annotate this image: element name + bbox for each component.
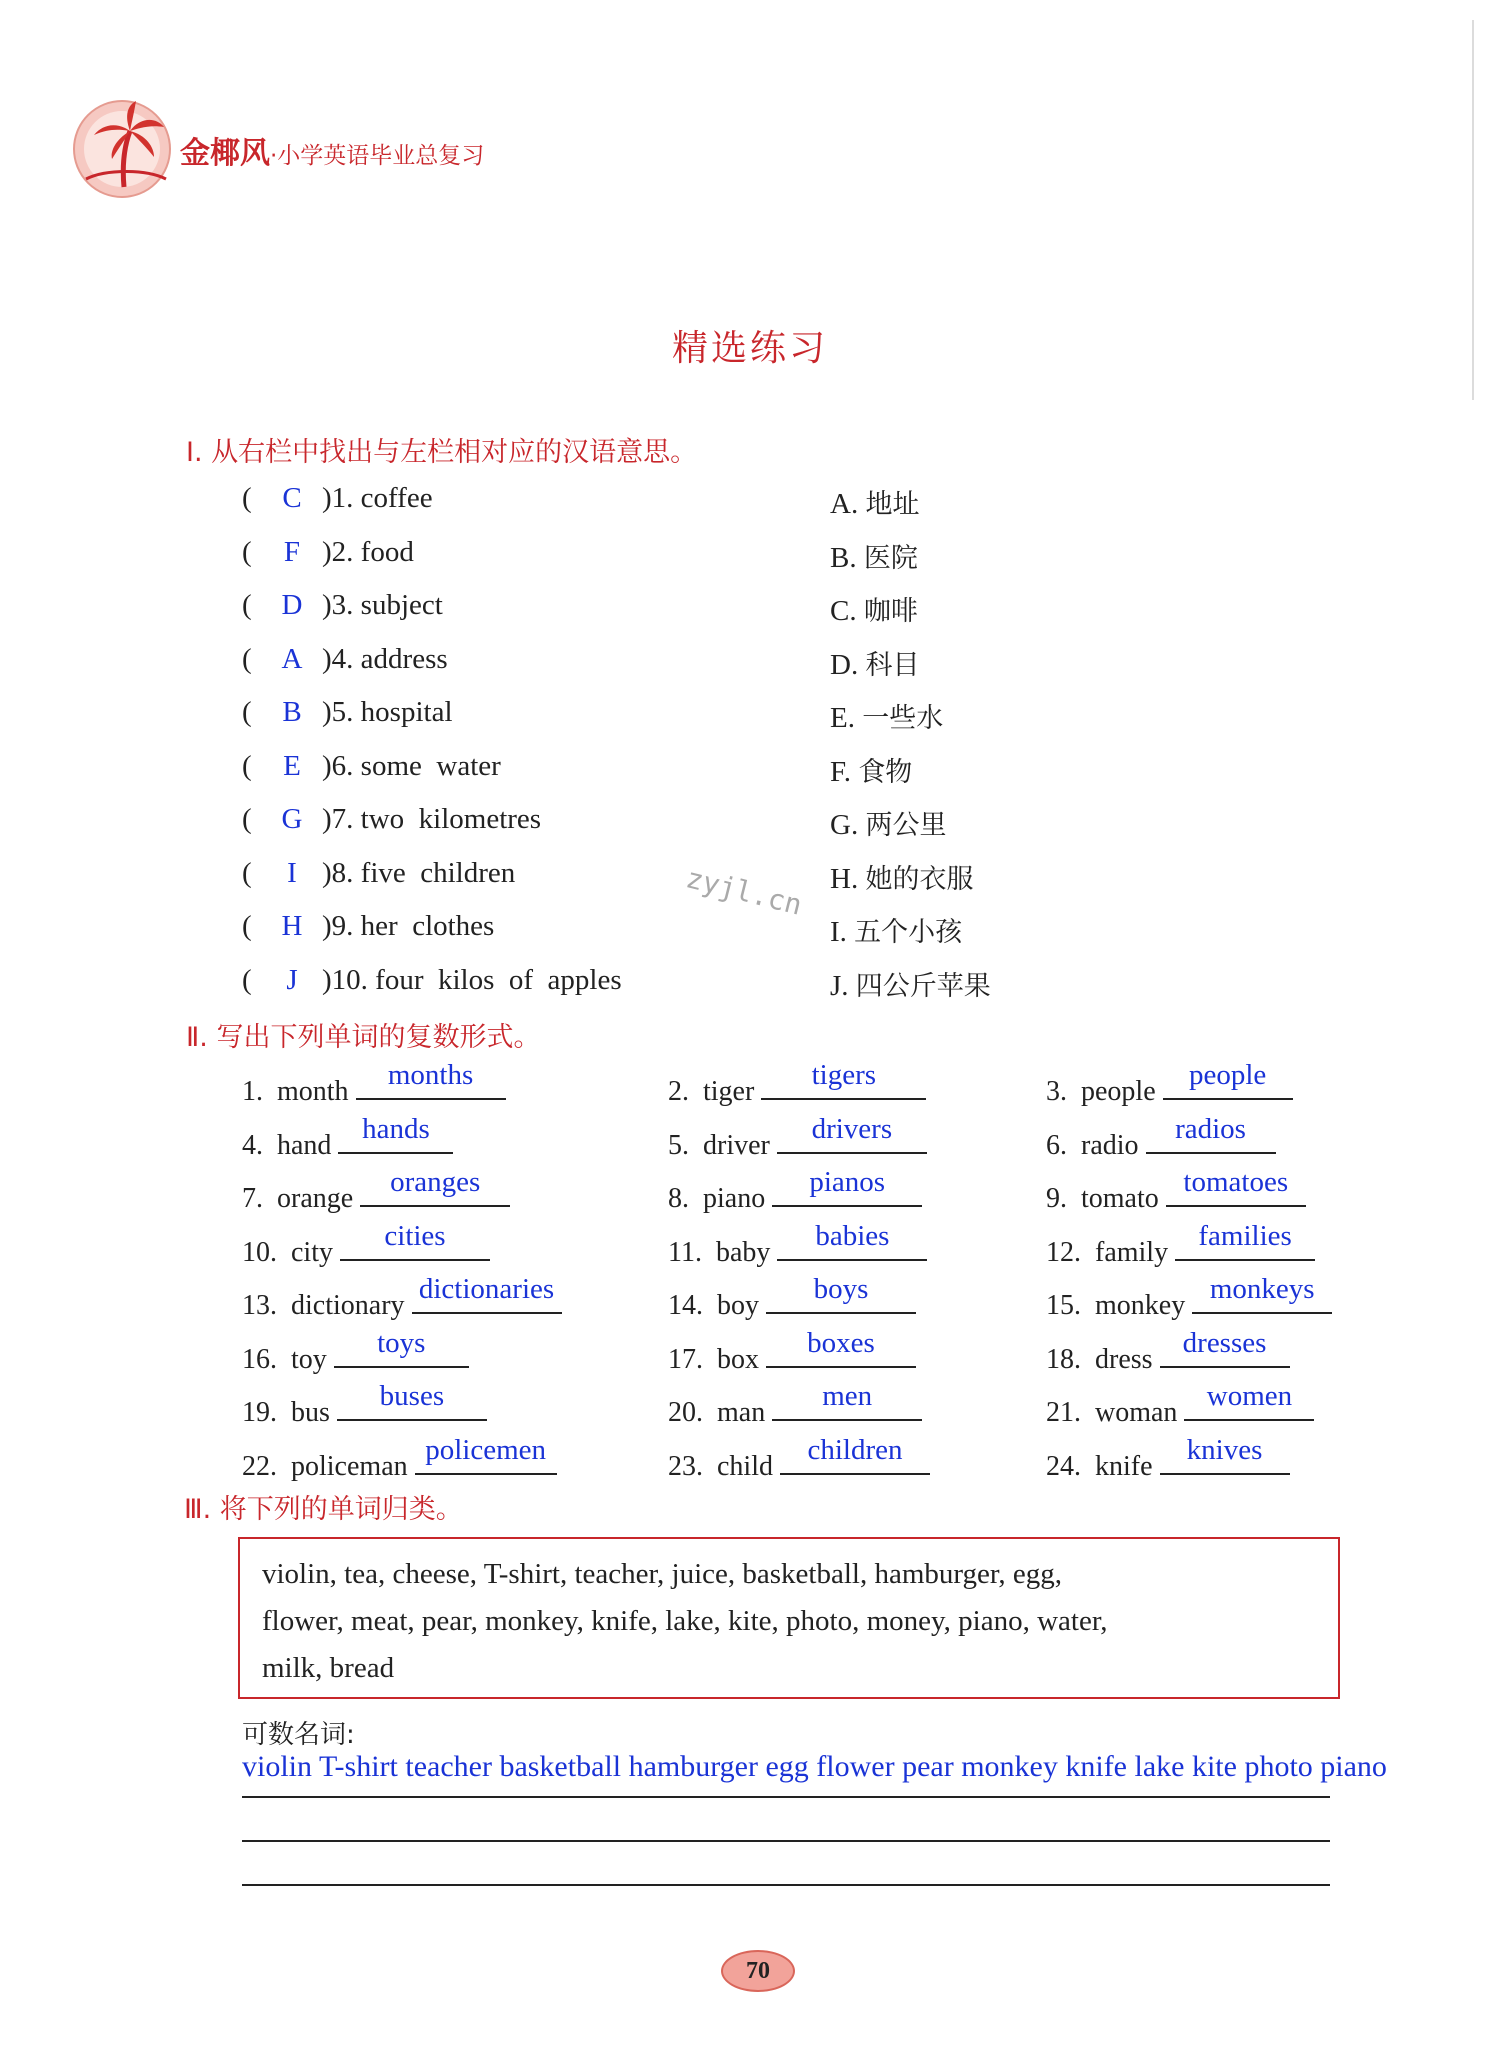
plural-word: 8. piano — [668, 1183, 766, 1214]
countable-answer: violin T-shirt teacher basketball hamburger egg flower pear monkey knife lake kite photo piano — [242, 1750, 1387, 1783]
plural-answer: dresses — [1182, 1326, 1267, 1359]
option-letter: D. — [830, 648, 859, 681]
answer-blank — [780, 1433, 930, 1475]
countable-label: 可数名词: — [242, 1720, 355, 1750]
match-answer: G — [281, 803, 303, 835]
answer-blank — [1166, 1166, 1306, 1207]
section3-heading: Ⅲ. 将下列的单词归类。 — [184, 1494, 463, 1525]
plural-answer: monkeys — [1209, 1273, 1315, 1305]
answer-blank — [360, 1166, 510, 1207]
option-text: 两公里 — [865, 810, 947, 841]
item-word: coffee — [360, 482, 433, 514]
match-answer: E — [283, 749, 301, 782]
plural-answer: radios — [1175, 1112, 1246, 1145]
word-bank-line-3: milk, bread — [262, 1652, 395, 1684]
answer-blank — [338, 1112, 453, 1154]
plural-word: 17. box — [668, 1343, 759, 1375]
answer-blank — [1175, 1219, 1315, 1261]
plural-answer: hands — [362, 1112, 430, 1145]
plural-item — [1046, 1166, 1306, 1215]
option-text: 她的衣服 — [865, 863, 974, 895]
option-item — [830, 589, 918, 628]
answer-blank — [337, 1380, 487, 1421]
plural-item — [668, 1380, 922, 1429]
watermark: zyjl.cn — [682, 861, 806, 922]
plural-word: 13. dictionary — [242, 1290, 405, 1321]
plural-word: 10. city — [242, 1236, 333, 1268]
answer-blank — [340, 1219, 490, 1261]
plural-answer: pianos — [809, 1166, 886, 1198]
section1-heading: Ⅰ. 从右栏中找出与左栏相对应的汉语意思。 — [186, 437, 698, 468]
word-bank-line-2: flower, meat, pear, monkey, knife, lake, kite, photo, money, piano, water, — [262, 1605, 1108, 1637]
plural-word: 7. orange — [242, 1183, 354, 1214]
answer-blank — [1163, 1059, 1293, 1100]
plural-answer: cities — [384, 1219, 446, 1252]
answer-line-1 — [242, 1796, 1330, 1798]
series-name: ·小学英语毕业总复习 — [270, 143, 485, 169]
option-item — [830, 643, 919, 682]
match-answer: J — [286, 963, 298, 996]
plural-item — [668, 1059, 926, 1108]
answer-blank — [766, 1326, 916, 1368]
plural-answer: families — [1198, 1219, 1292, 1252]
item-word: some water — [360, 749, 501, 782]
plural-word: 16. toy — [242, 1343, 327, 1375]
option-item — [830, 803, 946, 842]
option-letter: B. — [830, 541, 857, 574]
open-paren: ( — [242, 696, 252, 728]
item-number: )9. — [322, 910, 354, 942]
answer-blank — [415, 1433, 557, 1475]
item-word: hospital — [360, 696, 453, 728]
plural-answer: drivers — [811, 1112, 893, 1145]
plural-word: 5. driver — [668, 1129, 770, 1161]
option-item — [830, 482, 919, 521]
match-answer: A — [281, 642, 303, 675]
answer-blank — [356, 1059, 506, 1100]
answer-blank — [1160, 1433, 1290, 1475]
plural-item — [668, 1112, 927, 1162]
open-paren: ( — [242, 963, 252, 996]
plural-answer: boys — [813, 1273, 869, 1305]
page-number: 70 — [721, 1950, 795, 1992]
answer-blank — [772, 1380, 922, 1421]
match-answer: F — [283, 535, 301, 568]
match-item — [242, 857, 515, 890]
plural-item — [1046, 1433, 1290, 1483]
item-number: )8. — [322, 856, 354, 889]
plural-item — [242, 1059, 506, 1108]
option-text: 四公斤苹果 — [855, 970, 991, 1002]
option-text: 一些水 — [862, 703, 944, 734]
option-item — [830, 857, 973, 896]
open-paren: ( — [242, 642, 252, 675]
word-bank-line-1: violin, tea, cheese, T-shirt, teacher, juice, basketball, hamburger, egg, — [262, 1558, 1063, 1590]
plural-item — [1046, 1326, 1290, 1376]
option-letter: H. — [830, 862, 859, 895]
option-text: 咖啡 — [863, 596, 918, 627]
option-text: 地址 — [865, 489, 920, 520]
option-letter: F. — [830, 755, 852, 788]
plural-answer: tomatoes — [1183, 1166, 1289, 1198]
plural-answer: toys — [377, 1326, 426, 1359]
plural-word: 22. policeman — [242, 1450, 408, 1482]
match-item — [242, 536, 414, 569]
option-letter: J. — [830, 969, 849, 1002]
answer-blank — [412, 1273, 562, 1314]
open-paren: ( — [242, 482, 252, 514]
plural-item — [668, 1433, 930, 1483]
match-item — [242, 803, 541, 836]
plural-answer: policemen — [425, 1433, 547, 1466]
plural-item — [1046, 1380, 1314, 1429]
option-text: 五个小孩 — [854, 917, 963, 948]
plural-item — [242, 1380, 487, 1429]
header-brand — [180, 128, 484, 172]
item-word: two kilometres — [360, 803, 542, 835]
item-number: )7. — [322, 803, 354, 835]
item-word: address — [360, 642, 448, 675]
match-item — [242, 589, 443, 622]
option-text: 医院 — [863, 542, 918, 574]
plural-item — [242, 1433, 557, 1483]
item-word: five children — [360, 856, 516, 889]
option-letter: I. — [830, 916, 847, 948]
plural-answer: oranges — [390, 1166, 481, 1198]
option-item — [830, 696, 943, 735]
plural-answer: women — [1206, 1380, 1293, 1412]
answer-blank — [761, 1059, 926, 1100]
brand-name: 金椰风 — [180, 136, 270, 171]
open-paren: ( — [242, 910, 252, 942]
plural-answer: buses — [379, 1380, 445, 1412]
answer-line-3 — [242, 1884, 1330, 1886]
match-answer: B — [282, 696, 302, 728]
match-item — [242, 750, 501, 783]
item-number: )10. — [322, 963, 368, 996]
match-item — [242, 482, 433, 515]
option-letter: G. — [830, 809, 859, 841]
item-word: her clothes — [360, 910, 495, 942]
plural-word: 19. bus — [242, 1397, 330, 1428]
plural-answer: knives — [1186, 1433, 1263, 1466]
item-number: )2. — [322, 535, 354, 568]
plural-item — [242, 1273, 562, 1322]
answer-line-2 — [242, 1840, 1330, 1842]
match-answer: C — [282, 482, 302, 514]
plural-word: 12. family — [1046, 1236, 1169, 1268]
plural-item — [668, 1166, 922, 1215]
plural-item — [668, 1219, 927, 1269]
match-answer: D — [281, 589, 303, 621]
plural-word: 2. tiger — [668, 1076, 755, 1107]
answer-blank — [777, 1219, 927, 1261]
option-item — [830, 536, 918, 575]
option-letter: C. — [830, 595, 857, 627]
plural-item — [668, 1326, 916, 1376]
item-word: subject — [360, 589, 443, 621]
answer-blank — [772, 1166, 922, 1207]
match-item — [242, 964, 622, 997]
plural-answer: boxes — [807, 1326, 875, 1359]
match-item — [242, 696, 453, 729]
plural-word: 6. radio — [1046, 1129, 1139, 1161]
option-letter: E. — [830, 702, 855, 734]
match-item — [242, 910, 494, 943]
item-number: )3. — [322, 589, 354, 621]
option-text: 食物 — [858, 756, 913, 788]
plural-answer: people — [1188, 1059, 1267, 1091]
open-paren: ( — [242, 856, 252, 889]
item-number: )4. — [322, 642, 354, 675]
match-answer: I — [287, 856, 297, 889]
option-item — [830, 750, 912, 789]
open-paren: ( — [242, 535, 252, 568]
plural-item — [1046, 1219, 1315, 1269]
item-number: )1. — [322, 482, 354, 514]
plural-item — [1046, 1112, 1276, 1162]
answer-blank — [1160, 1326, 1290, 1368]
plural-word: 1. month — [242, 1076, 349, 1107]
option-letter: A. — [830, 488, 859, 520]
option-text: 科目 — [865, 649, 920, 681]
plural-word: 18. dress — [1046, 1343, 1153, 1375]
open-paren: ( — [242, 749, 252, 782]
answer-blank — [777, 1112, 927, 1154]
answer-blank — [334, 1326, 469, 1368]
plural-answer: men — [822, 1380, 873, 1412]
plural-word: 24. knife — [1046, 1450, 1153, 1482]
plural-item — [668, 1273, 916, 1322]
option-item — [830, 910, 962, 949]
plural-word: 3. people — [1046, 1076, 1156, 1107]
plural-word: 23. child — [668, 1450, 773, 1482]
answer-blank — [1192, 1273, 1332, 1314]
plural-item — [1046, 1059, 1293, 1108]
plural-word: 4. hand — [242, 1129, 332, 1161]
plural-word: 9. tomato — [1046, 1183, 1159, 1214]
plural-word: 15. monkey — [1046, 1290, 1186, 1321]
plural-word: 20. man — [668, 1397, 766, 1428]
plural-answer: children — [807, 1433, 903, 1466]
plural-item — [242, 1112, 453, 1162]
open-paren: ( — [242, 589, 252, 621]
item-number: )6. — [322, 749, 354, 782]
match-answer: H — [281, 910, 303, 942]
plural-answer: months — [387, 1059, 474, 1091]
plural-word: 14. boy — [668, 1290, 759, 1321]
plural-answer: tigers — [811, 1059, 877, 1091]
item-word: food — [360, 535, 414, 568]
option-item — [830, 964, 991, 1003]
plural-item — [242, 1166, 510, 1215]
answer-blank — [1146, 1112, 1276, 1154]
section2-heading: Ⅱ. 写出下列单词的复数形式。 — [186, 1022, 541, 1053]
item-number: )5. — [322, 696, 354, 728]
answer-blank — [1184, 1380, 1314, 1421]
plural-answer: babies — [815, 1219, 890, 1252]
plural-item — [1046, 1273, 1332, 1322]
page-title: 精选练习 — [671, 328, 828, 369]
plural-item — [242, 1219, 490, 1269]
item-word: four kilos of apples — [375, 963, 622, 996]
plural-word: 21. woman — [1046, 1397, 1178, 1428]
answer-blank — [766, 1273, 916, 1314]
open-paren: ( — [242, 803, 252, 835]
plural-item — [242, 1326, 469, 1376]
plural-answer: dictionaries — [418, 1273, 555, 1305]
palm-tree-logo-icon — [66, 95, 178, 200]
match-item — [242, 643, 448, 676]
plural-word: 11. baby — [668, 1236, 771, 1268]
